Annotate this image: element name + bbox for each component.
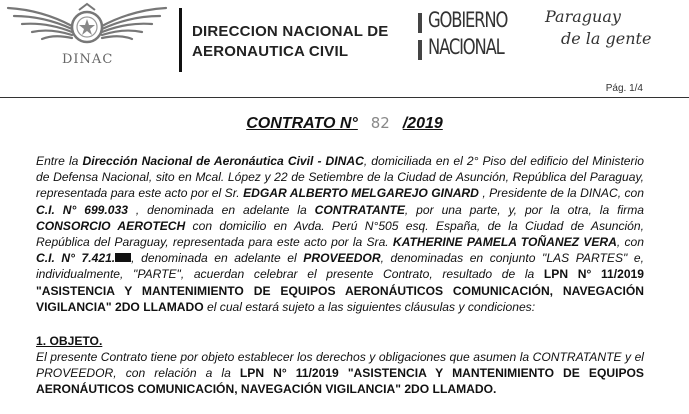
- intro-text: , domiciliada en el 2° Piso del edificio del Ministerio de Defensa Nacional, sito en Mcal. López y 22 de Setiembre de la Ciudad de Asunción, República del Paraguay, representada para este acto por el Sr.: [36, 154, 644, 201]
- intro-text: Entre la: [36, 154, 83, 168]
- intro-text: el cual estará sujeto a las siguientes cláusulas y condiciones:: [203, 299, 536, 314]
- nacional-bar-icon: [418, 40, 422, 60]
- representative-ci: C.I. N° 699.033: [36, 202, 128, 217]
- gobierno-text: GOBIERNO: [428, 8, 508, 32]
- tender-reference: LPN N° 11/2019 "ASISTENCIA Y MANTENIMIENTO DE EQUIPOS AERONÁUTICOS COMUNICACIÓN, NAVEGACIÓN VIGILANCIA" 2DO LLAMADO: [36, 267, 644, 314]
- slogan-line-2: de la gente: [561, 29, 652, 48]
- redaction-mark: [115, 253, 131, 262]
- title-suffix: /2019: [402, 115, 443, 132]
- objeto-tender-reference: LPN N° 11/2019 "ASISTENCIA Y MANTENIMIENTO DE EQUIPOS AERONÁUTICOS COMUNICACIÓN, NAVEGACIÓN VIGILANCIA" 2DO LLAMADO.: [36, 366, 644, 397]
- proveedor-label: PROVEEDOR: [303, 251, 381, 266]
- provider-representative-name: KATHERINE PAMELA TOÑANEZ VERA: [392, 235, 617, 250]
- intro-text: , Presidente de la DINAC, con: [478, 186, 644, 201]
- contract-title: [0, 114, 689, 133]
- paraguay-slogan: [545, 6, 651, 50]
- intro-text: , denominadas en conjunto "LAS PARTES" e, individualmente, "PARTE", acuerdan celebrar el presente Contrato, resultado de la: [36, 251, 644, 282]
- intro-text: , por una parte, y, por la otra, la firma: [404, 202, 644, 217]
- contratante-label: CONTRATANTE: [314, 202, 405, 217]
- intro-text: , denominada en adelante el: [131, 251, 304, 266]
- document-header: [0, 0, 689, 80]
- organization-name: [192, 22, 388, 62]
- intro-text: con domicilio en Avda. Perú N°505 esq. España, de la Ciudad de Asunción, República del Paraguay, representada para este acto por la Sra.: [36, 218, 644, 250]
- section-heading-objeto: 1. OBJETO.: [36, 334, 103, 348]
- objeto-paragraph: [36, 349, 644, 398]
- contract-number: 82: [370, 114, 390, 132]
- logo-text: DINAC: [62, 52, 114, 67]
- dinac-logo: [2, 0, 172, 76]
- title-prefix: CONTRATO N°: [246, 115, 358, 132]
- winged-emblem-icon: [2, 0, 172, 56]
- slogan-line-1: Paraguay: [545, 7, 621, 26]
- intro-bold: Dirección Nacional de Aeronáutica Civil - DINAC: [82, 154, 364, 168]
- organization-line-1: DIRECCION NACIONAL DE: [192, 23, 389, 40]
- page-indicator: Pág. 1/4: [605, 83, 643, 94]
- representative-name: EDGAR ALBERTO MELGAREJO GINARD: [243, 186, 479, 201]
- firm-name: CONSORCIO AEROTECH: [36, 218, 186, 233]
- header-divider: [179, 8, 182, 72]
- gobierno-bar-icon: [418, 13, 422, 33]
- intro-text: , con: [616, 235, 644, 250]
- provider-ci: C.I. N° 7.421.: [36, 251, 116, 266]
- intro-text: , denominada en adelante la: [127, 202, 315, 217]
- intro-paragraph: [36, 153, 644, 315]
- header-rule: [0, 97, 689, 98]
- nacional-text: NACIONAL: [428, 35, 504, 59]
- organization-line-2: AERONAUTICA CIVIL: [192, 43, 349, 60]
- objeto-text: El presente Contrato tiene por objeto establecer los derechos y obligaciones que asumen la CONTRATANTE y el PROVEEDOR, con relación a la: [36, 350, 644, 381]
